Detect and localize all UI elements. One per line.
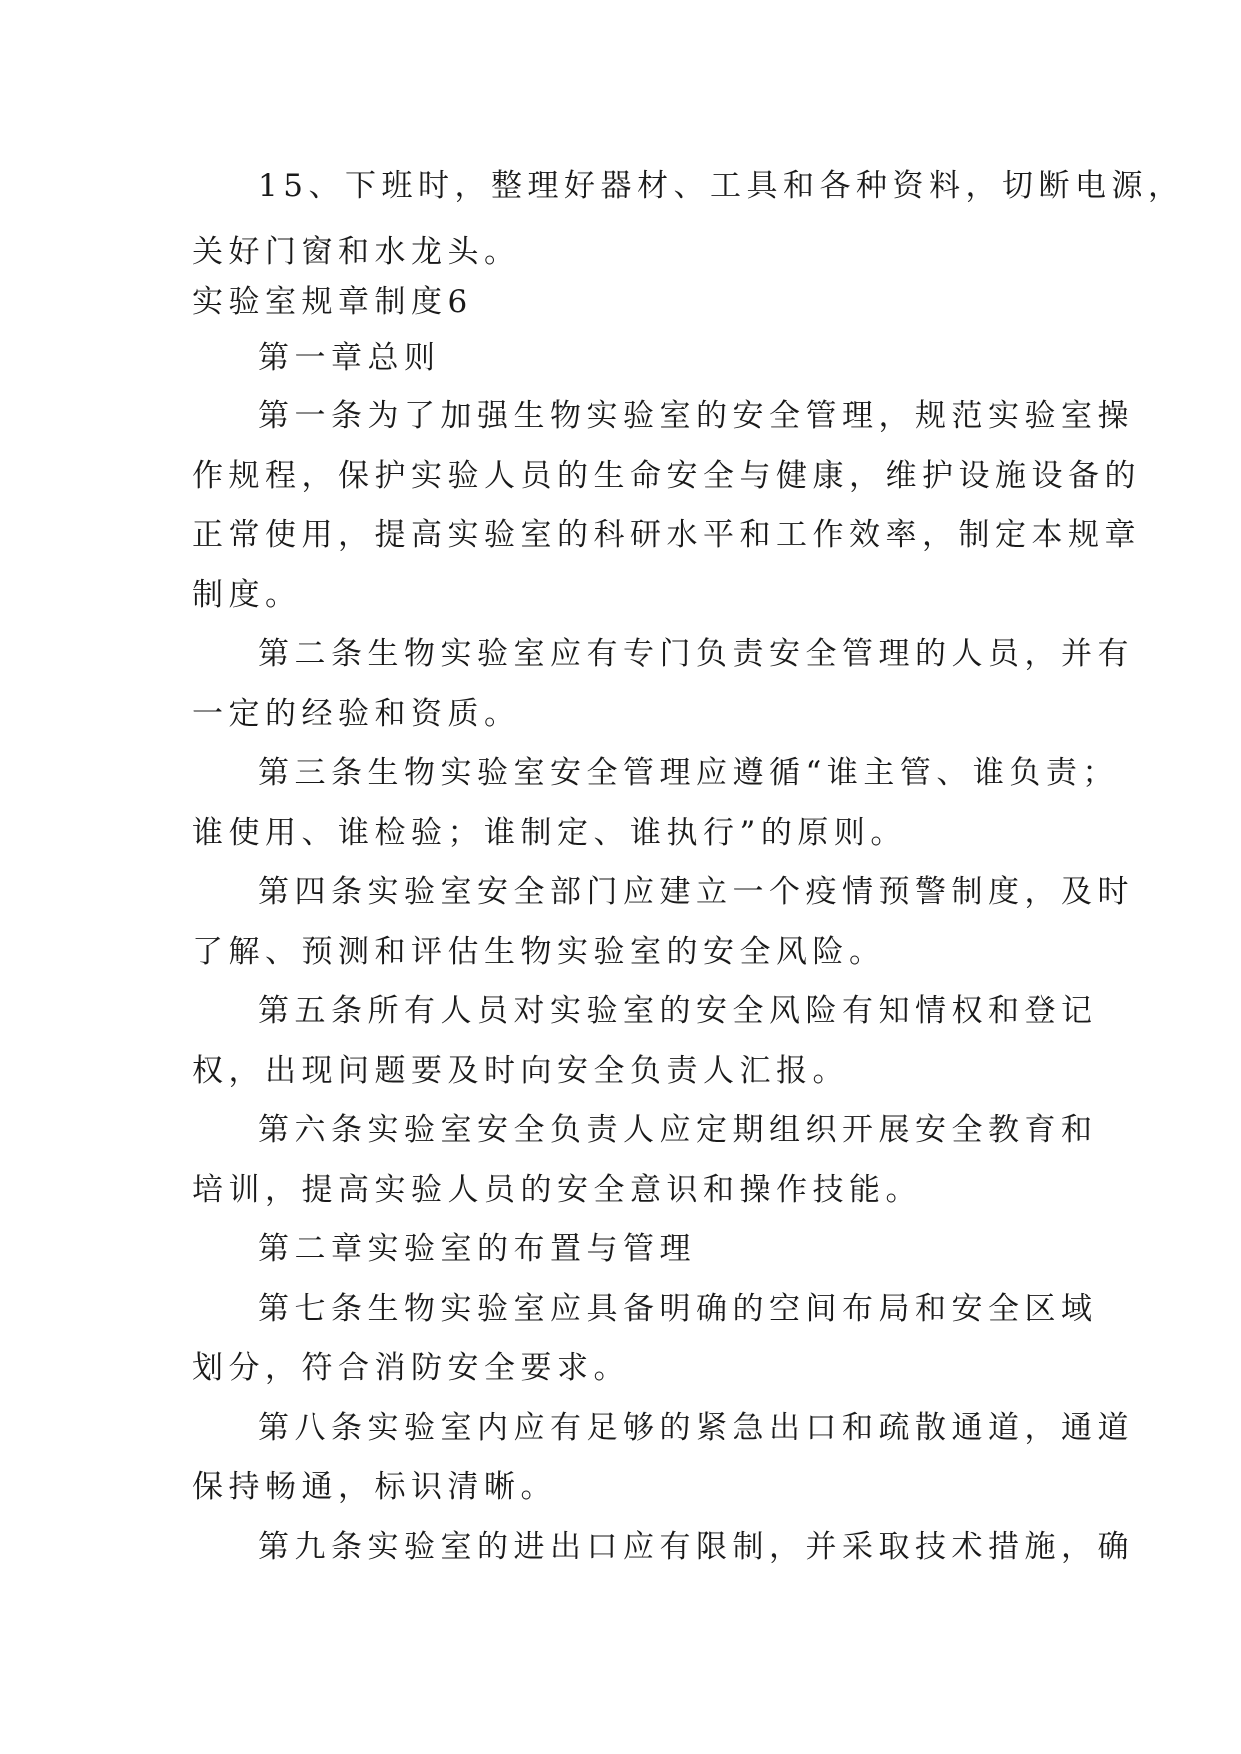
article-1-line-4: 制度。 (192, 577, 302, 613)
article-5-line-2: 权，出现问题要及时向安全负责人汇报。 (192, 1053, 849, 1089)
chapter-2-heading: 第二章实验室的布置与管理 (258, 1231, 696, 1267)
chapter-1-heading: 第一章总则 (258, 340, 441, 376)
article-2-line-2: 一定的经验和资质。 (192, 696, 521, 732)
article-4-line-1: 第四条实验室安全部门应建立一个疫情预警制度，及时 (258, 874, 1134, 910)
article-6-line-1: 第六条实验室安全负责人应定期组织开展安全教育和 (258, 1112, 1098, 1148)
article-2-line-1: 第二条生物实验室应有专门负责安全管理的人员，并有 (258, 636, 1134, 672)
article-1-line-2: 作规程，保护实验人员的生命安全与健康，维护设施设备的 (192, 458, 1141, 494)
article-7-line-1: 第七条生物实验室应具备明确的空间布局和安全区域 (258, 1291, 1098, 1327)
article-4-line-2: 了解、预测和评估生物实验室的安全风险。 (192, 934, 886, 970)
article-8-line-2: 保持畅通，标识清晰。 (192, 1469, 557, 1505)
section-title: 实验室规章制度6 (192, 284, 473, 320)
article-6-line-2: 培训，提高实验人员的安全意识和操作技能。 (192, 1172, 922, 1208)
article-3-line-2: 谁使用、谁检验；谁制定、谁执行”的原则。 (192, 815, 907, 851)
article-1-line-3: 正常使用，提高实验室的科研水平和工作效率，制定本规章 (192, 517, 1141, 553)
article-9-line-1: 第九条实验室的进出口应有限制，并采取技术措施，确 (258, 1529, 1134, 1565)
article-1-line-1: 第一条为了加强生物实验室的安全管理，规范实验室操 (258, 398, 1134, 434)
article-7-line-2: 划分，符合消防安全要求。 (192, 1350, 630, 1386)
article-3-line-1: 第三条生物实验室安全管理应遵循“谁主管、谁负责； (258, 755, 1119, 791)
paragraph-15-line-2: 关好门窗和水龙头。 (192, 234, 521, 270)
article-5-line-1: 第五条所有人员对实验室的安全风险有知情权和登记 (258, 993, 1098, 1029)
article-8-line-1: 第八条实验室内应有足够的紧急出口和疏散通道，通道 (258, 1410, 1134, 1446)
paragraph-15-line-1: 15、下班时，整理好器材、工具和各种资料，切断电源， (258, 168, 1185, 204)
